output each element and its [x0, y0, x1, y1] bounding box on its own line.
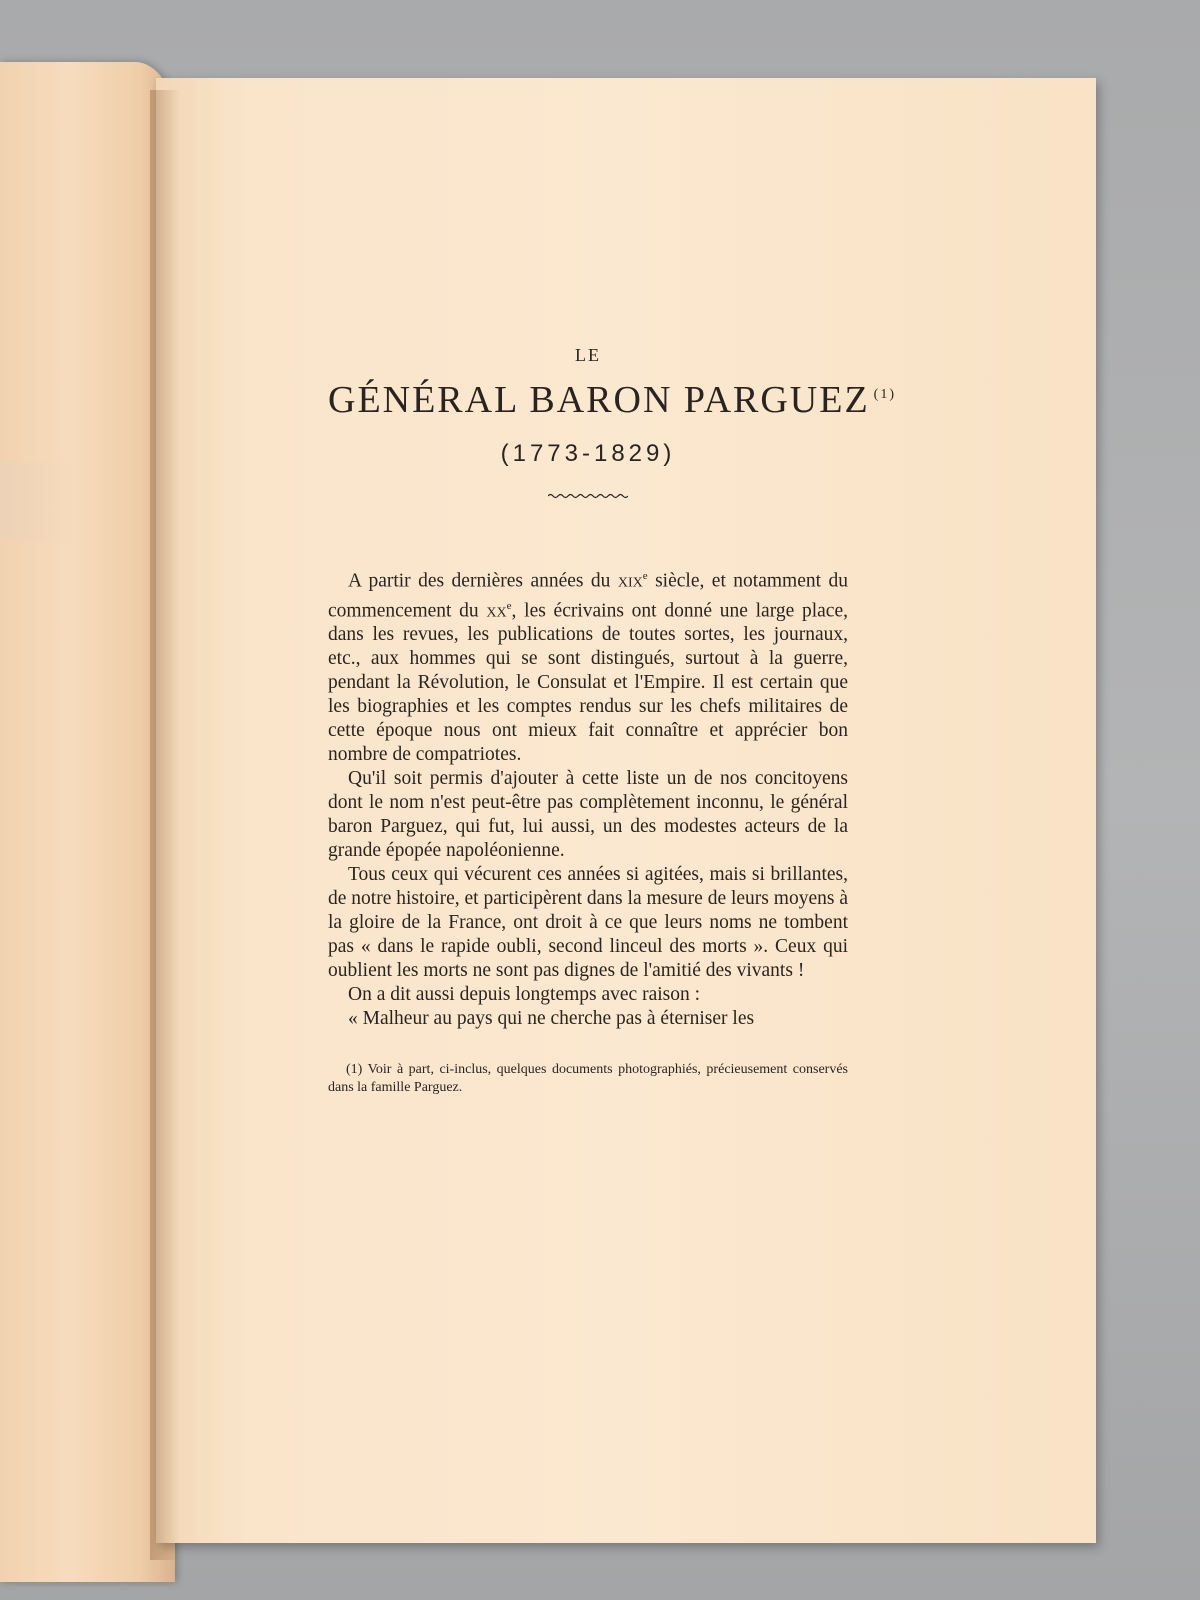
book-gutter [150, 90, 180, 1560]
paragraph-1-part-b: siècle, et notamment du commencement du [328, 570, 848, 621]
paragraph-4: On a dit aussi depuis longtemps avec raison : [348, 984, 701, 1005]
title-text: GÉNÉRAL BARON PARGUEZ [328, 379, 870, 421]
wavy-divider-ornament [548, 492, 628, 500]
century-19-suffix: e [642, 570, 648, 582]
title-footnote-mark: (1) [873, 387, 896, 403]
century-20: xx [486, 600, 507, 621]
title-article: LE [575, 345, 601, 365]
paragraph-1-part-c: , les écrivains ont donné une large place, dans les revues, les publications de toutes sortes, les journaux, etc., aux hommes qui se sont distingués, surtout à la guerre, pendant la Révolution, le Consulat et l'Empire. Il est certain que les biographies et les comptes rendus sur les chefs militaires de cette époque nous ont mieux fait connaître et apprécier bon nombre de compatriotes. [328, 600, 848, 765]
paragraph-2: Qu'il soit permis d'ajouter à cette liste un de nos concitoyens dont le nom n'est peut-être pas complètement inconnu, le général baron Parguez, qui fut, lui aussi, un des modestes acteurs de la grande épopée napoléonienne. [328, 768, 848, 861]
century-20-suffix: e [506, 599, 512, 612]
paragraph-3: Tous ceux qui vécurent ces années si agitées, mais si brillantes, de notre histoire, et participèrent dans la mesure de leurs moyens à la gloire de la France, ont droit à ce que leurs noms ne tombent pas « dans le rapide oubli, second linceul des morts ». Ceux qui oublient les morts ne sont pas dignes de l'amitié des vivants ! [328, 864, 848, 981]
paragraph-1 [328, 564, 848, 767]
title-dates: (1773-1829) [500, 440, 676, 467]
left-page-bleed-through [0, 462, 70, 542]
paragraph-5: « Malheur au pays qui ne cherche pas à éterniser les [348, 1008, 755, 1029]
footnote: (1) Voir à part, ci-inclus, quelques documents photographiés, précieusement conservés dans la famille Parguez. [328, 1062, 848, 1095]
page-content [328, 345, 896, 1111]
body-text [328, 564, 848, 1031]
page-title [328, 378, 896, 422]
left-page [0, 62, 175, 1582]
paragraph-1-part-a: A partir des dernières années du [348, 570, 618, 592]
century-19: xix [617, 570, 643, 592]
